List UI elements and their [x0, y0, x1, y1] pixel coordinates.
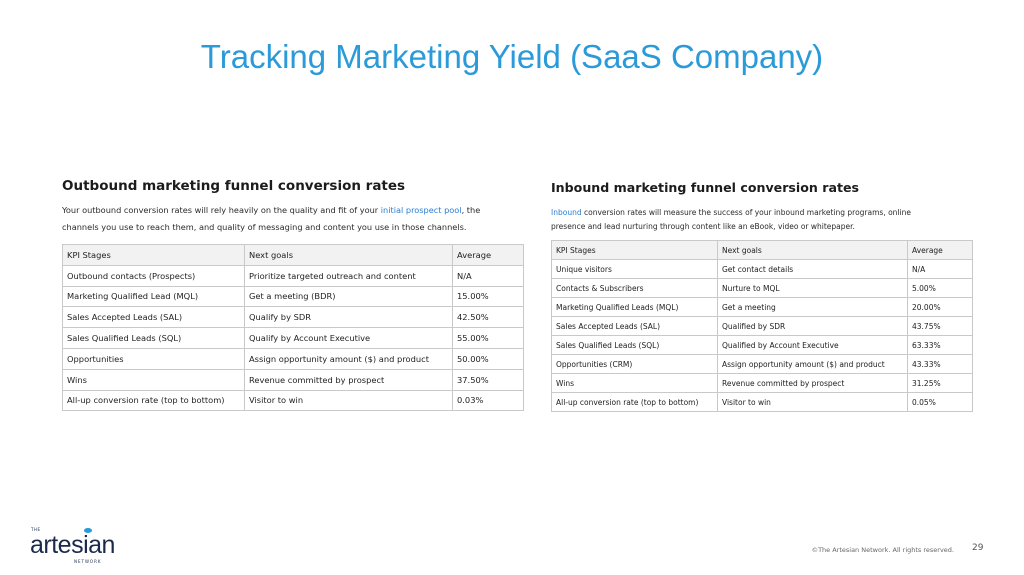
- cell-average: 0.03%: [453, 390, 524, 411]
- table-row: [63, 390, 524, 411]
- table-row: [63, 328, 524, 349]
- table-row: [552, 393, 973, 412]
- cell-next-goal: Revenue committed by prospect: [245, 369, 453, 390]
- cell-average: 43.33%: [908, 355, 973, 374]
- cell-next-goal: Prioritize targeted outreach and content: [245, 265, 453, 286]
- cell-kpi-stage: Sales Qualified Leads (SQL): [63, 328, 245, 349]
- cell-next-goal: Get a meeting: [718, 298, 908, 317]
- cell-average: 0.05%: [908, 393, 973, 412]
- inbound-description: Inbound conversion rates will measure the success of your inbound marketing programs, online presence and lead nurturing through content like an eBook, video or whitepaper.: [551, 208, 911, 231]
- logo-network: NETWORK: [74, 559, 102, 564]
- table-row: [552, 260, 973, 279]
- cell-average: 42.50%: [453, 307, 524, 328]
- artesian-logo: [30, 527, 120, 567]
- table-row: [63, 369, 524, 390]
- outbound-table: [62, 244, 524, 411]
- inbound-table: [551, 240, 973, 412]
- cell-kpi-stage: Sales Qualified Leads (SQL): [552, 336, 718, 355]
- table-header-row: [63, 245, 524, 266]
- cell-average: 63.33%: [908, 336, 973, 355]
- cell-kpi-stage: Wins: [63, 369, 245, 390]
- cell-average: 43.75%: [908, 317, 973, 336]
- outbound-description: Your outbound conversion rates will rely heavily on the quality and fit of your initial prospect pool, the channels you use to reach them, and quality of messaging and content you use in those channels.: [62, 205, 481, 232]
- table-row: [552, 317, 973, 336]
- cell-next-goal: Qualify by Account Executive: [245, 328, 453, 349]
- cell-kpi-stage: Marketing Qualified Lead (MQL): [63, 286, 245, 307]
- table-row: [552, 279, 973, 298]
- cell-kpi-stage: All-up conversion rate (top to bottom): [63, 390, 245, 411]
- cell-average: 31.25%: [908, 374, 973, 393]
- table-row: [63, 307, 524, 328]
- cell-kpi-stage: Sales Accepted Leads (SAL): [552, 317, 718, 336]
- table-row: [552, 374, 973, 393]
- cell-next-goal: Qualified by SDR: [718, 317, 908, 336]
- cell-average: 5.00%: [908, 279, 973, 298]
- cell-kpi-stage: Unique visitors: [552, 260, 718, 279]
- inbound-link[interactable]: Inbound: [551, 208, 582, 217]
- cell-kpi-stage: Contacts & Subscribers: [552, 279, 718, 298]
- column-header-next-goal: Next goals: [718, 241, 908, 260]
- cell-next-goal: Get contact details: [718, 260, 908, 279]
- slide-title: Tracking Marketing Yield (SaaS Company): [200, 38, 824, 75]
- cell-next-goal: Assign opportunity amount ($) and product: [718, 355, 908, 374]
- copyright-footer: ©The Artesian Network. All rights reserved.: [811, 546, 954, 554]
- cell-next-goal: Assign opportunity amount ($) and product: [245, 348, 453, 369]
- inbound-heading: Inbound marketing funnel conversion rates: [551, 180, 860, 195]
- table-row: [552, 298, 973, 317]
- cell-kpi-stage: Outbound contacts (Prospects): [63, 265, 245, 286]
- cell-next-goal: Qualify by SDR: [245, 307, 453, 328]
- cell-next-goal: Qualified by Account Executive: [718, 336, 908, 355]
- column-header-kpi-stage: KPI Stages: [63, 245, 245, 266]
- column-header-next-goal: Next goals: [245, 245, 453, 266]
- cell-average: 37.50%: [453, 369, 524, 390]
- inbound-panel: [551, 180, 973, 412]
- table-row: [63, 286, 524, 307]
- table-row: [63, 348, 524, 369]
- logo-the: THE: [31, 527, 41, 532]
- table-row: [552, 355, 973, 374]
- page-number: 29: [972, 543, 984, 553]
- column-header-kpi-stage: KPI Stages: [552, 241, 718, 260]
- cell-kpi-stage: Opportunities: [63, 348, 245, 369]
- cell-next-goal: Visitor to win: [245, 390, 453, 411]
- cell-kpi-stage: Marketing Qualified Leads (MQL): [552, 298, 718, 317]
- table-row: [552, 336, 973, 355]
- logo-wordmark: artesian: [30, 531, 115, 559]
- table-header-row: [552, 241, 973, 260]
- cell-average: 15.00%: [453, 286, 524, 307]
- column-header-average: Average: [908, 241, 973, 260]
- cell-average: N/A: [908, 260, 973, 279]
- initial-prospect-pool-link[interactable]: initial prospect pool: [380, 205, 462, 215]
- cell-kpi-stage: Sales Accepted Leads (SAL): [63, 307, 245, 328]
- cell-average: 55.00%: [453, 328, 524, 349]
- cell-next-goal: Get a meeting (BDR): [245, 286, 453, 307]
- cell-average: 20.00%: [908, 298, 973, 317]
- cell-next-goal: Nurture to MQL: [718, 279, 908, 298]
- cell-kpi-stage: Wins: [552, 374, 718, 393]
- cell-next-goal: Visitor to win: [718, 393, 908, 412]
- table-row: [63, 265, 524, 286]
- cell-average: N/A: [453, 265, 524, 286]
- cell-kpi-stage: Opportunities (CRM): [552, 355, 718, 374]
- column-header-average: Average: [453, 245, 524, 266]
- outbound-heading: Outbound marketing funnel conversion rates: [62, 178, 406, 194]
- outbound-panel: [62, 178, 524, 411]
- cell-average: 50.00%: [453, 348, 524, 369]
- cell-next-goal: Revenue committed by prospect: [718, 374, 908, 393]
- cell-kpi-stage: All-up conversion rate (top to bottom): [552, 393, 718, 412]
